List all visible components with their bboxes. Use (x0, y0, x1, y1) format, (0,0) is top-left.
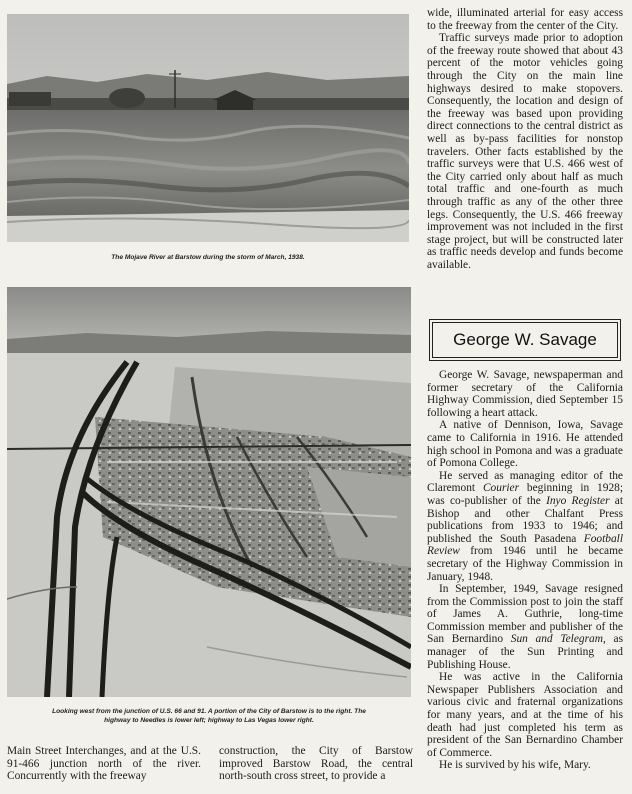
article-paragraph-5: He was active in the California Newspaper Publishers Association and various civic and fraternal organizations for many years, and at the time of his death had just completed his term as president of the San Bernardino Chamber of Commerce. (427, 671, 623, 759)
bottom-left-paragraph: Main Street Interchanges, and at the U.S. 91-466 junction north of the river. Concurrently with the freeway (7, 745, 201, 783)
flood-photo-illustration (7, 14, 409, 242)
p3-courier: Courier (482, 482, 520, 495)
p4-sun-and-telegram: Sun and Telegram (510, 633, 603, 646)
article-paragraph-4 (427, 583, 623, 671)
p3-football-review: Football Review (427, 532, 623, 558)
bottom-photo-caption (5, 707, 413, 725)
article-paragraph-6: He is survived by his wife, Mary. (439, 759, 591, 772)
bottom-photo-caption-line2: highway to Needles is lower left; highway to Las Vegas lower right. (104, 717, 314, 724)
top-photo-caption: The Mojave River at Barstow during the storm of March, 1938. (111, 254, 305, 261)
right-column-top (427, 7, 623, 271)
bottom-photo-caption-line1: Looking west from the junction of U.S. 66 and 91. A portion of the City of Barstow is to the right. The (52, 708, 366, 715)
article-body (427, 369, 623, 772)
p3-text-d: from 1946 until he became secretary of the Highway Commission in January, 1948. (427, 545, 623, 583)
article-paragraph-1: George W. Savage, newspaperman and former secretary of the California Highway Commission, died September 15 following a heart attack. (427, 369, 623, 419)
p3-text-a: He served as managing editor of the Claremont (427, 469, 623, 495)
article-paragraph-2: A native of Dennison, Iowa, Savage came to California in 1916. He attended high school in Pomona and was a graduate of Pomona College. (427, 419, 623, 470)
article-heading (432, 322, 618, 358)
bottom-left-column (7, 745, 201, 783)
bottom-right-column (219, 745, 413, 783)
aerial-photo-illustration (7, 287, 411, 697)
article-paragraph-3 (427, 470, 623, 583)
p4-text-a: In September, 1949, Savage resigned from the Commission post to join the staff of James A. Guthrie, long-time Commission member and publisher of the San Bernardino (427, 583, 623, 646)
p3-inyo-register: Inyo Register (546, 494, 610, 507)
p3-text-c: at Bishop and other Chalfant Press publications from 1933 to 1946; and published the South Pasadena (427, 494, 623, 545)
p3-text-b: beginning in 1928; was co-publisher of the (427, 482, 623, 507)
article-heading-text: George W. Savage (453, 330, 597, 349)
aerial-freeway-junction-photo (7, 287, 411, 697)
p4-text-b: , as manager of the Sun Printing and Publishing House. (427, 633, 623, 671)
bottom-right-paragraph: construction, the City of Barstow improved Barstow Road, the central north-south cross street, to provide a (219, 745, 413, 783)
right-paragraph-2: Traffic surveys made prior to adoption of the freeway route showed that about 43 percent of the motor vehicles going through the City on the main line highways desired to make stopovers. Consequently, the location and design of the freeway was based upon providing direct connections to the central district as well as by-pass facilities for nonstop travelers. Other facts established by the traffic surveys were that U.S. 466 west of the City carried only about half as much total traffic and one-fourth as much through traffic as any of the other three legs. Consequently, the U.S. 466 freeway improvement was not included in the first stage project, but will be constructed later as traffic needs develop and funds become available. (427, 32, 623, 271)
right-paragraph-1: wide, illuminated arterial for easy access to the freeway from the center of the City. (427, 7, 623, 32)
mojave-river-flood-photo (7, 14, 409, 242)
